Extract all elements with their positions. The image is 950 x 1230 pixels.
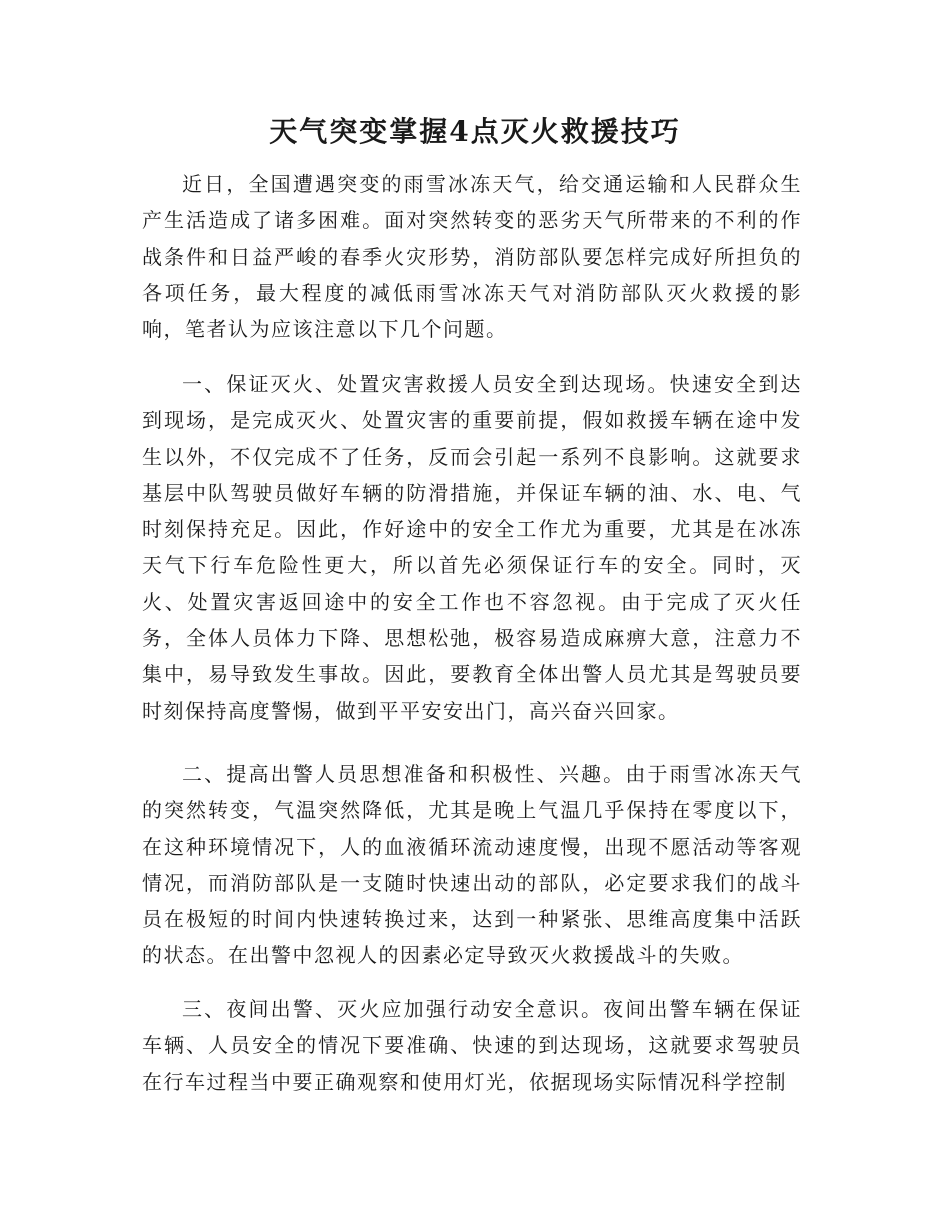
paragraph-section-3: 三、夜间出警、灭火应加强行动安全意识。夜间出警车辆在保证车辆、人员安全的情况下要准确、快速的到达现场，这就要求驾驶员在行车过程当中要正确观察和使用灯光，依据现场实际情况科学控制 (142, 997, 802, 1094)
paragraph-intro: 近日，全国遭遇突变的雨雪冰冻天气，给交通运输和人民群众生产生活造成了诸多困难。面对突然转变的恶劣天气所带来的不利的作战条件和日益严峻的春季火灾形势，消防部队要怎样完成好所担负的各项任务，最大程度的减低雨雪冰冻天气对消防部队灭火救援的影响，笔者认为应该注意以下几个问题。 (142, 172, 802, 342)
document-title: 天气突变掌握4点灭火救援技巧 (269, 115, 681, 148)
paragraph-section-2: 二、提高出警人员思想准备和积极性、兴趣。由于雨雪冰冻天气的突然转变，气温突然降低，尤其是晚上气温几乎保持在零度以下，在这种环境情况下，人的血液循环流动速度慢，出现不愿活动等客观情况，而消防部队是一支随时快速出动的部队，必定要求我们的战斗员在极短的时间内快速转换过来，达到一种紧张、思维高度集中活跃的状态。在出警中忽视人的因素必定导致灭火救援战斗的失败。 (142, 762, 802, 968)
paragraph-section-1: 一、保证灭火、处置灾害救援人员安全到达现场。快速安全到达到现场，是完成灭火、处置灾害的重要前提，假如救援车辆在途中发生以外，不仅完成不了任务，反而会引起一系列不良影响。这就要求基层中队驾驶员做好车辆的防滑措施，并保证车辆的油、水、电、气时刻保持充足。因此，作好途中的安全工作尤为重要，尤其是在冰冻天气下行车危险性更大，所以首先必须保证行车的安全。同时，灭火、处置灾害返回途中的安全工作也不容忽视。由于完成了灭火任务，全体人员体力下降、思想松弛，极容易造成麻痹大意，注意力不集中，易导致发生事故。因此，要教育全体出警人员尤其是驾驶员要时刻保持高度警惕，做到平平安安出门，高兴奋兴回家。 (142, 372, 802, 723)
